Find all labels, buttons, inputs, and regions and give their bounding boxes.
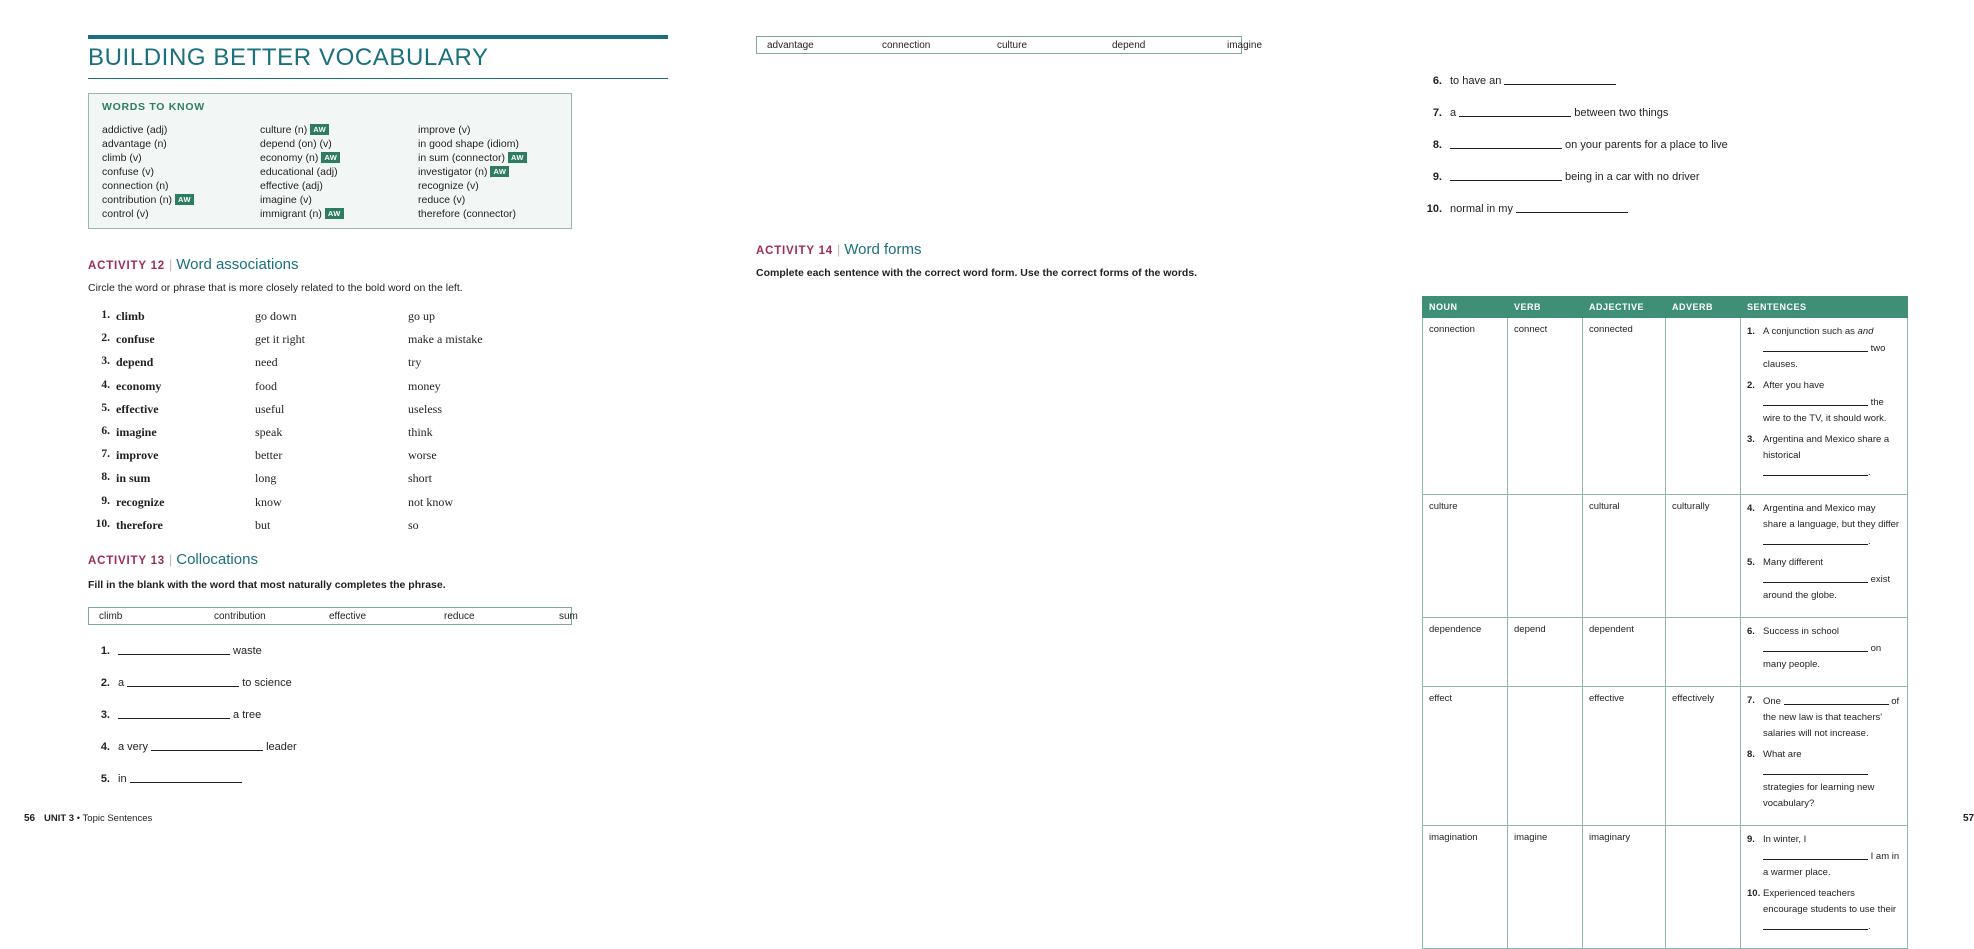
- table-header-row: [1423, 297, 1908, 318]
- sentence-text: Experienced teachers encourage students to use their: [1763, 888, 1897, 915]
- item-number: 4.: [101, 378, 110, 391]
- target-word: imagine: [116, 425, 157, 439]
- item-number: 5.: [1747, 557, 1755, 568]
- sentence-text: What are: [1763, 749, 1802, 760]
- item-text-before: normal in my: [1450, 203, 1517, 215]
- sentence-text: .: [1868, 921, 1871, 932]
- word-form-cell: connect: [1508, 318, 1583, 495]
- words-to-know-column-2: [260, 123, 344, 221]
- target-word: effective: [116, 401, 159, 416]
- item-text-before: a very: [118, 741, 152, 753]
- sentence-text: I am in a warmer place.: [1763, 851, 1900, 878]
- item-number: 10.: [1426, 203, 1442, 215]
- item-number: 8.: [1432, 139, 1442, 151]
- answer-option[interactable]: need: [255, 355, 278, 370]
- word-association-row: [88, 518, 568, 534]
- word-form-cell: culturally: [1666, 495, 1741, 618]
- activity-12-name: Word associations: [176, 256, 299, 273]
- answer-blank[interactable]: [1763, 848, 1868, 860]
- left-page-number: 56: [24, 813, 36, 824]
- word-association-row: [88, 355, 568, 371]
- item-text-before: in: [118, 773, 130, 785]
- sentence-text: After you have: [1763, 380, 1825, 391]
- vocabulary-word: [260, 165, 344, 179]
- sentence-text: In winter, I: [1763, 834, 1807, 845]
- word-forms-table: [1422, 296, 1908, 949]
- sentence-text: two clauses.: [1763, 343, 1886, 370]
- title-rule-bottom: [88, 78, 668, 79]
- answer-blank[interactable]: [1763, 533, 1868, 545]
- word-bank-item[interactable]: sum: [559, 611, 578, 622]
- table-row: [1423, 495, 1908, 618]
- sentence-text: A conjunction such as: [1763, 326, 1858, 337]
- word-form-cell: imaginary: [1583, 826, 1666, 949]
- right-page: [666, 0, 1974, 932]
- item-number: 7.: [101, 448, 110, 461]
- vocabulary-word-text: connection (n): [102, 180, 169, 192]
- item-text-before: to have an: [1450, 75, 1505, 87]
- academic-word-badge: AW: [490, 166, 509, 177]
- vocabulary-word-text: climb (v): [102, 152, 142, 164]
- answer-blank[interactable]: [1763, 763, 1868, 775]
- sentence-text: .: [1868, 467, 1871, 478]
- word-association-row: [88, 379, 568, 395]
- sentences-cell: [1741, 495, 1908, 618]
- item-text-after: a tree: [230, 709, 262, 721]
- fill-in-blank-item: [90, 707, 261, 721]
- vocabulary-word: [260, 137, 344, 151]
- word-form-cell: dependence: [1423, 618, 1508, 687]
- vocabulary-word: [418, 123, 527, 137]
- activity-12-instruction: Circle the word or phrase that is more closely related to the bold word on the left.: [88, 282, 463, 294]
- word-bank-item[interactable]: contribution: [214, 611, 266, 622]
- fill-in-blank-item: [1422, 201, 1628, 215]
- word-association-row: [88, 309, 568, 325]
- activity-14-heading: [756, 241, 921, 258]
- item-text-after: on your parents for a place to live: [1562, 139, 1728, 151]
- vocabulary-word: [260, 193, 344, 207]
- activity-14-number: ACTIVITY 14: [756, 245, 833, 257]
- activity-14-separator: |: [836, 243, 841, 257]
- item-number: 9.: [1432, 171, 1442, 183]
- activity-13-separator: |: [168, 553, 173, 567]
- practice-sentence: [1747, 555, 1901, 604]
- practice-sentence: [1747, 693, 1901, 742]
- vocabulary-word-text: depend (on) (v): [260, 138, 332, 150]
- word-form-cell: [1508, 687, 1583, 826]
- answer-option[interactable]: get it right: [255, 332, 305, 347]
- practice-sentence: [1747, 324, 1901, 373]
- practice-sentence: [1747, 432, 1901, 481]
- answer-option[interactable]: food: [255, 378, 277, 393]
- item-number: 2.: [1747, 380, 1755, 391]
- vocabulary-word-text: recognize (v): [418, 180, 479, 192]
- vocabulary-word-text: in good shape (idiom): [418, 138, 519, 150]
- vocabulary-word-text: economy (n): [260, 152, 319, 164]
- item-number: 7.: [1747, 695, 1755, 706]
- fill-in-blank-item: [1422, 169, 1700, 183]
- answer-blank[interactable]: [1763, 340, 1868, 352]
- answer-option[interactable]: money: [408, 378, 441, 393]
- word-bank-item[interactable]: imagine: [1227, 40, 1263, 51]
- word-association-row: [88, 332, 568, 348]
- vocabulary-word: [418, 207, 527, 221]
- answer-option[interactable]: short: [408, 471, 432, 486]
- activity-14-name: Word forms: [844, 241, 922, 258]
- word-form-cell: imagine: [1508, 826, 1583, 949]
- item-text-after: waste: [230, 645, 262, 657]
- footer-dot: •: [76, 813, 81, 824]
- vocabulary-word: [260, 179, 344, 193]
- vocabulary-word: [102, 207, 194, 221]
- sentences-cell: [1741, 618, 1908, 687]
- practice-sentence: [1747, 624, 1901, 673]
- word-form-cell: effectively: [1666, 687, 1741, 826]
- item-number: 1.: [101, 309, 110, 321]
- sentences-cell: [1741, 318, 1908, 495]
- word-bank-item[interactable]: depend: [1112, 40, 1146, 51]
- answer-blank[interactable]: [127, 675, 239, 687]
- vocabulary-word-text: effective (adj): [260, 180, 323, 192]
- item-number: 3.: [100, 709, 110, 721]
- word-form-cell: culture: [1423, 495, 1508, 618]
- answer-option[interactable]: think: [408, 425, 433, 439]
- answer-blank[interactable]: [118, 707, 230, 719]
- vocabulary-word: [418, 137, 527, 151]
- item-number: 5.: [101, 401, 110, 414]
- vocabulary-word-text: investigator (n): [418, 166, 488, 178]
- left-footer-text: [44, 813, 152, 824]
- answer-blank[interactable]: [1763, 571, 1868, 583]
- vocabulary-word-text: addictive (adj): [102, 124, 168, 136]
- sentence-text: Many different: [1763, 557, 1824, 568]
- table-row: [1423, 318, 1908, 495]
- vocabulary-word: [260, 151, 344, 165]
- answer-option[interactable]: useful: [255, 401, 285, 416]
- table-row: [1423, 826, 1908, 949]
- vocabulary-word: [102, 179, 194, 193]
- activity-14-instruction: Complete each sentence with the correct word form. Use the correct forms of the words.: [756, 267, 1198, 279]
- sentence-text: Success in school: [1763, 626, 1840, 637]
- item-number: 2.: [101, 332, 110, 345]
- target-word: climb: [116, 309, 145, 323]
- answer-blank[interactable]: [1504, 73, 1616, 85]
- sentence-text: .: [1868, 536, 1871, 547]
- word-form-cell: connected: [1583, 318, 1666, 495]
- word-form-cell: connection: [1423, 318, 1508, 495]
- answer-option[interactable]: go down: [255, 309, 297, 323]
- sentence-text: on many people.: [1763, 643, 1882, 670]
- title-rule-top: [88, 35, 668, 39]
- vocabulary-word: [260, 207, 344, 221]
- word-form-cell: imagination: [1423, 826, 1508, 949]
- word-bank-item[interactable]: reduce: [444, 611, 475, 622]
- fill-in-blank-item: [90, 643, 262, 657]
- table-body: [1423, 318, 1908, 949]
- target-word: improve: [116, 448, 159, 463]
- word-association-row: [88, 448, 568, 464]
- item-number: 8.: [101, 471, 110, 484]
- fill-in-blank-item: [90, 675, 292, 689]
- word-form-cell: cultural: [1583, 495, 1666, 618]
- vocabulary-word: [102, 137, 194, 151]
- practice-sentence: [1747, 747, 1901, 812]
- answer-option[interactable]: worse: [408, 448, 437, 463]
- fill-in-blank-item: [90, 739, 297, 753]
- practice-sentence: [1747, 378, 1901, 427]
- vocabulary-word-text: therefore (connector): [418, 208, 517, 220]
- vocabulary-word-text: improve (v): [418, 124, 471, 136]
- word-bank-item[interactable]: effective: [329, 611, 367, 622]
- vocabulary-word: [102, 193, 194, 207]
- word-form-cell: [1666, 826, 1741, 949]
- item-number: 10.: [95, 517, 110, 530]
- word-bank-item[interactable]: culture: [997, 40, 1028, 51]
- footer-section: Topic Sentences: [82, 813, 153, 824]
- target-word: recognize: [116, 494, 165, 509]
- activity-13-heading: [88, 551, 258, 568]
- word-association-row: [88, 471, 568, 487]
- word-bank-item[interactable]: connection: [882, 40, 931, 51]
- word-form-cell: [1666, 318, 1741, 495]
- emphasized-text: and: [1857, 326, 1874, 337]
- vocabulary-word-text: confuse (v): [102, 166, 154, 178]
- academic-word-badge: AW: [310, 124, 329, 135]
- item-number: 6.: [1432, 75, 1442, 87]
- item-number: 10.: [1747, 888, 1761, 899]
- activity-12-separator: |: [168, 258, 173, 272]
- item-number: 9.: [1747, 834, 1755, 845]
- vocabulary-word: [260, 123, 344, 137]
- vocabulary-word-text: reduce (v): [418, 194, 466, 206]
- item-number: 3.: [101, 355, 110, 368]
- answer-blank[interactable]: [1516, 201, 1628, 213]
- answer-blank[interactable]: [1450, 137, 1562, 149]
- activity-13-name: Collocations: [176, 551, 258, 568]
- target-word: depend: [116, 355, 154, 370]
- item-number: 6.: [101, 425, 110, 437]
- answer-blank[interactable]: [130, 771, 242, 783]
- practice-sentence: [1747, 886, 1901, 935]
- vocabulary-word-text: culture (n): [260, 124, 308, 136]
- page-title: BUILDING BETTER VOCABULARY: [88, 44, 489, 71]
- answer-option[interactable]: try: [408, 355, 422, 370]
- table-column-header: ADJECTIVE: [1583, 297, 1666, 318]
- answer-option[interactable]: long: [255, 471, 277, 486]
- vocabulary-word: [418, 151, 527, 165]
- right-page-number: 57: [1963, 813, 1974, 824]
- item-number: 3.: [1747, 434, 1755, 445]
- answer-blank[interactable]: [1763, 394, 1868, 406]
- table-row: [1423, 618, 1908, 687]
- item-text-after: between two things: [1571, 107, 1669, 119]
- academic-word-badge: AW: [508, 152, 527, 163]
- academic-word-badge: AW: [321, 152, 340, 163]
- answer-option[interactable]: speak: [255, 425, 283, 439]
- answer-blank[interactable]: [1763, 918, 1868, 930]
- word-form-cell: dependent: [1583, 618, 1666, 687]
- item-number: 2.: [100, 677, 110, 689]
- vocabulary-word: [102, 151, 194, 165]
- vocabulary-word-text: in sum (connector): [418, 152, 505, 164]
- table-column-header: ADVERB: [1666, 297, 1741, 318]
- item-number: 1.: [1747, 326, 1755, 337]
- target-word: in sum: [116, 471, 151, 486]
- fill-in-blank-item: [1422, 105, 1668, 119]
- vocabulary-word: [418, 165, 527, 179]
- target-word: economy: [116, 378, 162, 393]
- vocabulary-word-text: control (v): [102, 208, 149, 220]
- target-word: therefore: [116, 517, 163, 532]
- sentence-text: strategies for learning new vocabulary?: [1763, 782, 1875, 809]
- item-number: 4.: [1747, 503, 1755, 514]
- answer-blank[interactable]: [1450, 169, 1562, 181]
- answer-option[interactable]: know: [255, 494, 282, 509]
- answer-blank[interactable]: [118, 643, 230, 655]
- vocabulary-word-text: immigrant (n): [260, 208, 322, 220]
- practice-sentence: [1747, 501, 1901, 550]
- footer-unit: UNIT 3: [44, 813, 75, 824]
- table-row: [1423, 687, 1908, 826]
- academic-word-badge: AW: [325, 208, 344, 219]
- word-form-cell: effective: [1583, 687, 1666, 826]
- answer-option[interactable]: but: [255, 517, 271, 532]
- sentence-text: Argentina and Mexico may share a language, but they differ: [1763, 503, 1900, 530]
- activity-13-instruction: Fill in the blank with the word that most naturally completes the phrase.: [88, 579, 446, 591]
- fill-in-blank-item: [1422, 137, 1728, 151]
- item-text-after: leader: [263, 741, 297, 753]
- word-association-row: [88, 425, 568, 441]
- target-word: confuse: [116, 332, 155, 347]
- answer-option[interactable]: make a mistake: [408, 332, 483, 347]
- item-number: 9.: [101, 494, 110, 507]
- item-number: 8.: [1747, 749, 1755, 760]
- word-association-row: [88, 495, 568, 511]
- word-form-cell: [1666, 618, 1741, 687]
- vocabulary-word-text: imagine (v): [260, 194, 312, 206]
- answer-option[interactable]: better: [255, 448, 283, 463]
- word-bank-item[interactable]: climb: [99, 611, 123, 622]
- answer-option[interactable]: not know: [408, 494, 453, 509]
- vocabulary-word: [102, 165, 194, 179]
- word-form-cell: [1508, 495, 1583, 618]
- vocabulary-word: [418, 179, 527, 193]
- item-text-after: being in a car with no driver: [1562, 171, 1700, 183]
- activity-13-word-bank-continued: [756, 36, 1263, 54]
- word-association-row: [88, 402, 568, 418]
- item-number: 6.: [1747, 626, 1755, 637]
- item-text-after: to science: [239, 677, 292, 689]
- fill-in-blank-item: [90, 771, 242, 785]
- item-number: 1.: [100, 645, 110, 657]
- sentence-text: exist around the globe.: [1763, 574, 1891, 601]
- activity-12-number: ACTIVITY 12: [88, 260, 165, 272]
- words-to-know-column-1: [102, 123, 194, 221]
- answer-blank[interactable]: [1784, 693, 1889, 705]
- activity-13-word-bank: [88, 607, 578, 625]
- table-column-header: VERB: [1508, 297, 1583, 318]
- left-page: [0, 0, 666, 851]
- table-column-header: NOUN: [1423, 297, 1508, 318]
- answer-blank[interactable]: [1459, 105, 1571, 117]
- sentence-text: of the new law is that teachers' salaries will not increase.: [1763, 696, 1900, 739]
- vocabulary-word-text: educational (adj): [260, 166, 338, 178]
- item-number: 4.: [100, 741, 110, 753]
- item-text-before: a: [118, 677, 128, 689]
- sentences-cell: [1741, 687, 1908, 826]
- answer-blank[interactable]: [151, 739, 263, 751]
- vocabulary-word-text: advantage (n): [102, 138, 167, 150]
- answer-blank[interactable]: [1763, 464, 1868, 476]
- words-to-know-column-3: [418, 123, 527, 221]
- sentence-text: Argentina and Mexico share a historical: [1763, 434, 1890, 461]
- sentences-cell: [1741, 826, 1908, 949]
- words-to-know-title: WORDS TO KNOW: [102, 101, 205, 113]
- vocabulary-word: [102, 123, 194, 137]
- sentence-text: the wire to the TV, it should work.: [1763, 397, 1887, 424]
- item-number: 5.: [100, 773, 110, 785]
- fill-in-blank-item: [1422, 73, 1616, 87]
- item-text-before: a: [1450, 107, 1460, 119]
- sentence-text: One: [1763, 696, 1784, 707]
- table-column-header: SENTENCES: [1741, 297, 1908, 318]
- academic-word-badge: AW: [175, 194, 194, 205]
- activity-12-heading: [88, 256, 299, 273]
- item-number: 7.: [1432, 107, 1442, 119]
- activity-13-number: ACTIVITY 13: [88, 555, 165, 567]
- answer-option[interactable]: so: [408, 517, 419, 532]
- practice-sentence: [1747, 832, 1901, 881]
- word-form-cell: depend: [1508, 618, 1583, 687]
- answer-blank[interactable]: [1763, 640, 1868, 652]
- vocabulary-word: [418, 193, 527, 207]
- word-form-cell: effect: [1423, 687, 1508, 826]
- answer-option[interactable]: go up: [408, 309, 435, 323]
- answer-option[interactable]: useless: [408, 401, 442, 416]
- vocabulary-word-text: contribution (n): [102, 194, 173, 206]
- word-bank-item[interactable]: advantage: [767, 40, 814, 51]
